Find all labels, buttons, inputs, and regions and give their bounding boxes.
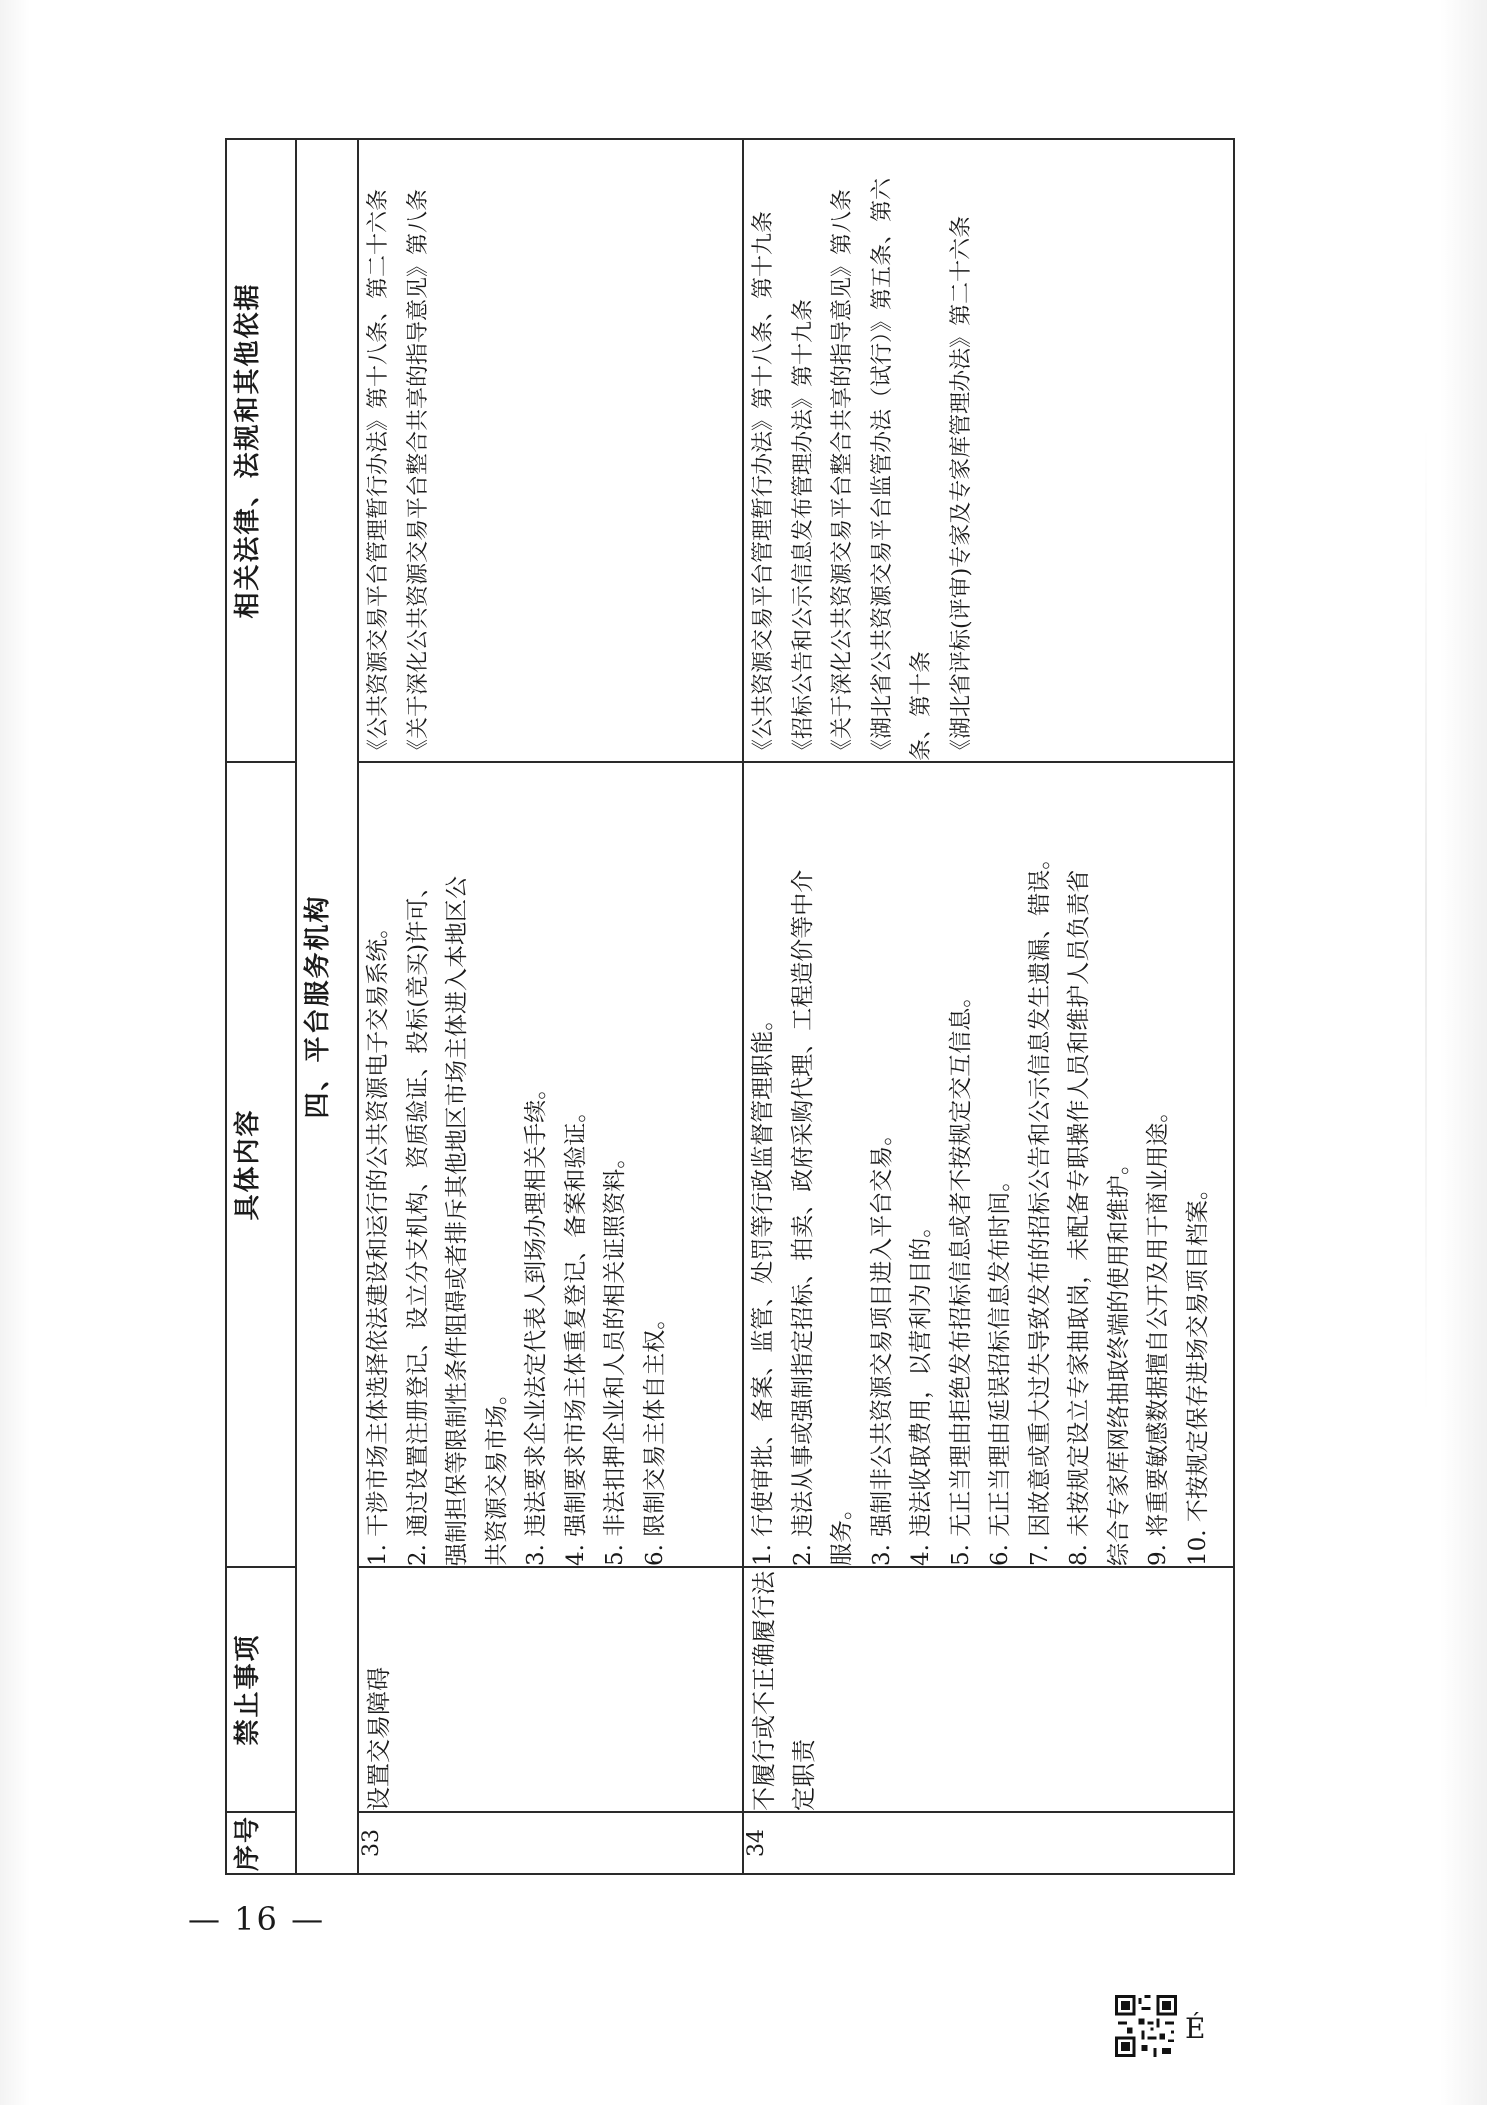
row-item: 设置交易障碍: [358, 1567, 743, 1812]
content-line: 8. 未按规定设立专家抽取岗，未配备专职操作人员和维护人员负责省: [1066, 869, 1092, 1566]
basis-entry: 《公共资源交易平台管理暂行办法》第十八条、第十九条: [751, 210, 776, 761]
content-line: 综合专家库网络抽取终端的使用和维护。: [1105, 1152, 1132, 1566]
rotated-table-container: [225, 140, 1235, 1875]
section-row: [296, 139, 358, 1874]
content-line: 强制担保等限制性条件阻碍或者排斥其他地区市场主体进入本地区公: [444, 876, 470, 1566]
content-line: 5. 非法扣押企业和人员的相关证照资料。: [602, 1145, 628, 1566]
header-item: 禁止事项: [226, 1567, 296, 1812]
basis-entry: 《招标公告和公示信息发布管理办法》第十九条: [790, 298, 816, 761]
table-row: [358, 139, 743, 1874]
header-basis: 相关法律、法规和其他依据: [226, 139, 296, 762]
basis-entry: 《湖北省评标(评审)专家及专家库管理办法》第二十六条: [948, 215, 974, 761]
content-line: 1. 行使审批、备案、监管、处罚等行政监督管理职能。: [750, 1007, 776, 1566]
qr-code-icon: [1115, 1995, 1177, 2057]
prohibition-table: [225, 138, 1235, 1875]
basis-entry: 《关于深化公共资源交易平台整合共享的指导意见》第八条: [830, 188, 855, 761]
table-row: [743, 139, 1234, 1874]
row-index: 34: [743, 1812, 1234, 1874]
row-content: [743, 762, 1234, 1567]
content-line: 服务。: [829, 1497, 855, 1566]
row-basis: [743, 139, 1234, 762]
row-index: 33: [358, 1812, 743, 1874]
qr-mark-glyph: É: [1185, 2012, 1206, 2045]
header-content: 具体内容: [226, 762, 296, 1567]
page-number: — 16 —: [188, 1900, 326, 1938]
content-line: 3. 强制非公共资源交易项目进入平台交易。: [868, 1122, 895, 1566]
row-content: [358, 762, 743, 1567]
row-item: 不履行或不正确履行法定职责: [743, 1567, 1234, 1812]
content-line: 2. 违法从事或强制指定招标、拍卖、政府采购代理、工程造价等中介: [789, 869, 816, 1566]
content-line: 2. 通过设置注册登记、设立分支机构、资质验证、投标(竞买)许可、: [404, 874, 431, 1566]
content-line: 9. 将重要敏感数据擅自公开及用于商业用途。: [1145, 1099, 1171, 1566]
content-line: 3. 违法要求企业法定代表人到场办理相关手续。: [523, 1076, 549, 1566]
section-title: 四、平台服务机构: [296, 139, 358, 1874]
content-line: 7. 因故意或重大过失导致发布的招标公告和公示信息发生遗漏、错误。: [1026, 846, 1053, 1566]
basis-entry: 《关于深化公共资源交易平台整合共享的指导意见》第八条: [405, 188, 431, 761]
content-line: 10. 不按规定保存进场交易项目档案。: [1184, 1177, 1211, 1566]
content-line: 4. 强制要求市场主体重复登记、备案和验证。: [562, 1099, 589, 1566]
table-header-row: [226, 139, 296, 1874]
header-index: 序号: [226, 1812, 296, 1874]
content-line: 1. 干涉市场主体选择依法建设和运行的公共资源电子交易系统。: [365, 915, 391, 1566]
content-line: 5. 无正当理由拒绝发布招标信息或者不按规定交互信息。: [947, 984, 974, 1566]
row-basis: [358, 139, 743, 762]
basis-entry: 《湖北省公共资源交易平台监管办法（试行）》第五条、第六条、第十条: [869, 177, 934, 761]
content-line: 共资源交易市场。: [483, 1382, 510, 1566]
content-line: 4. 违法收取费用，以营利为目的。: [908, 1214, 934, 1566]
content-line: 6. 无正当理由延误招标信息发布时间。: [987, 1168, 1013, 1566]
basis-entry: 《公共资源交易平台管理暂行办法》第十八条、第二十六条: [366, 188, 391, 761]
paper-crease: [1425, 420, 1427, 1420]
content-line: 6. 限制交易主体自主权。: [641, 1306, 668, 1566]
